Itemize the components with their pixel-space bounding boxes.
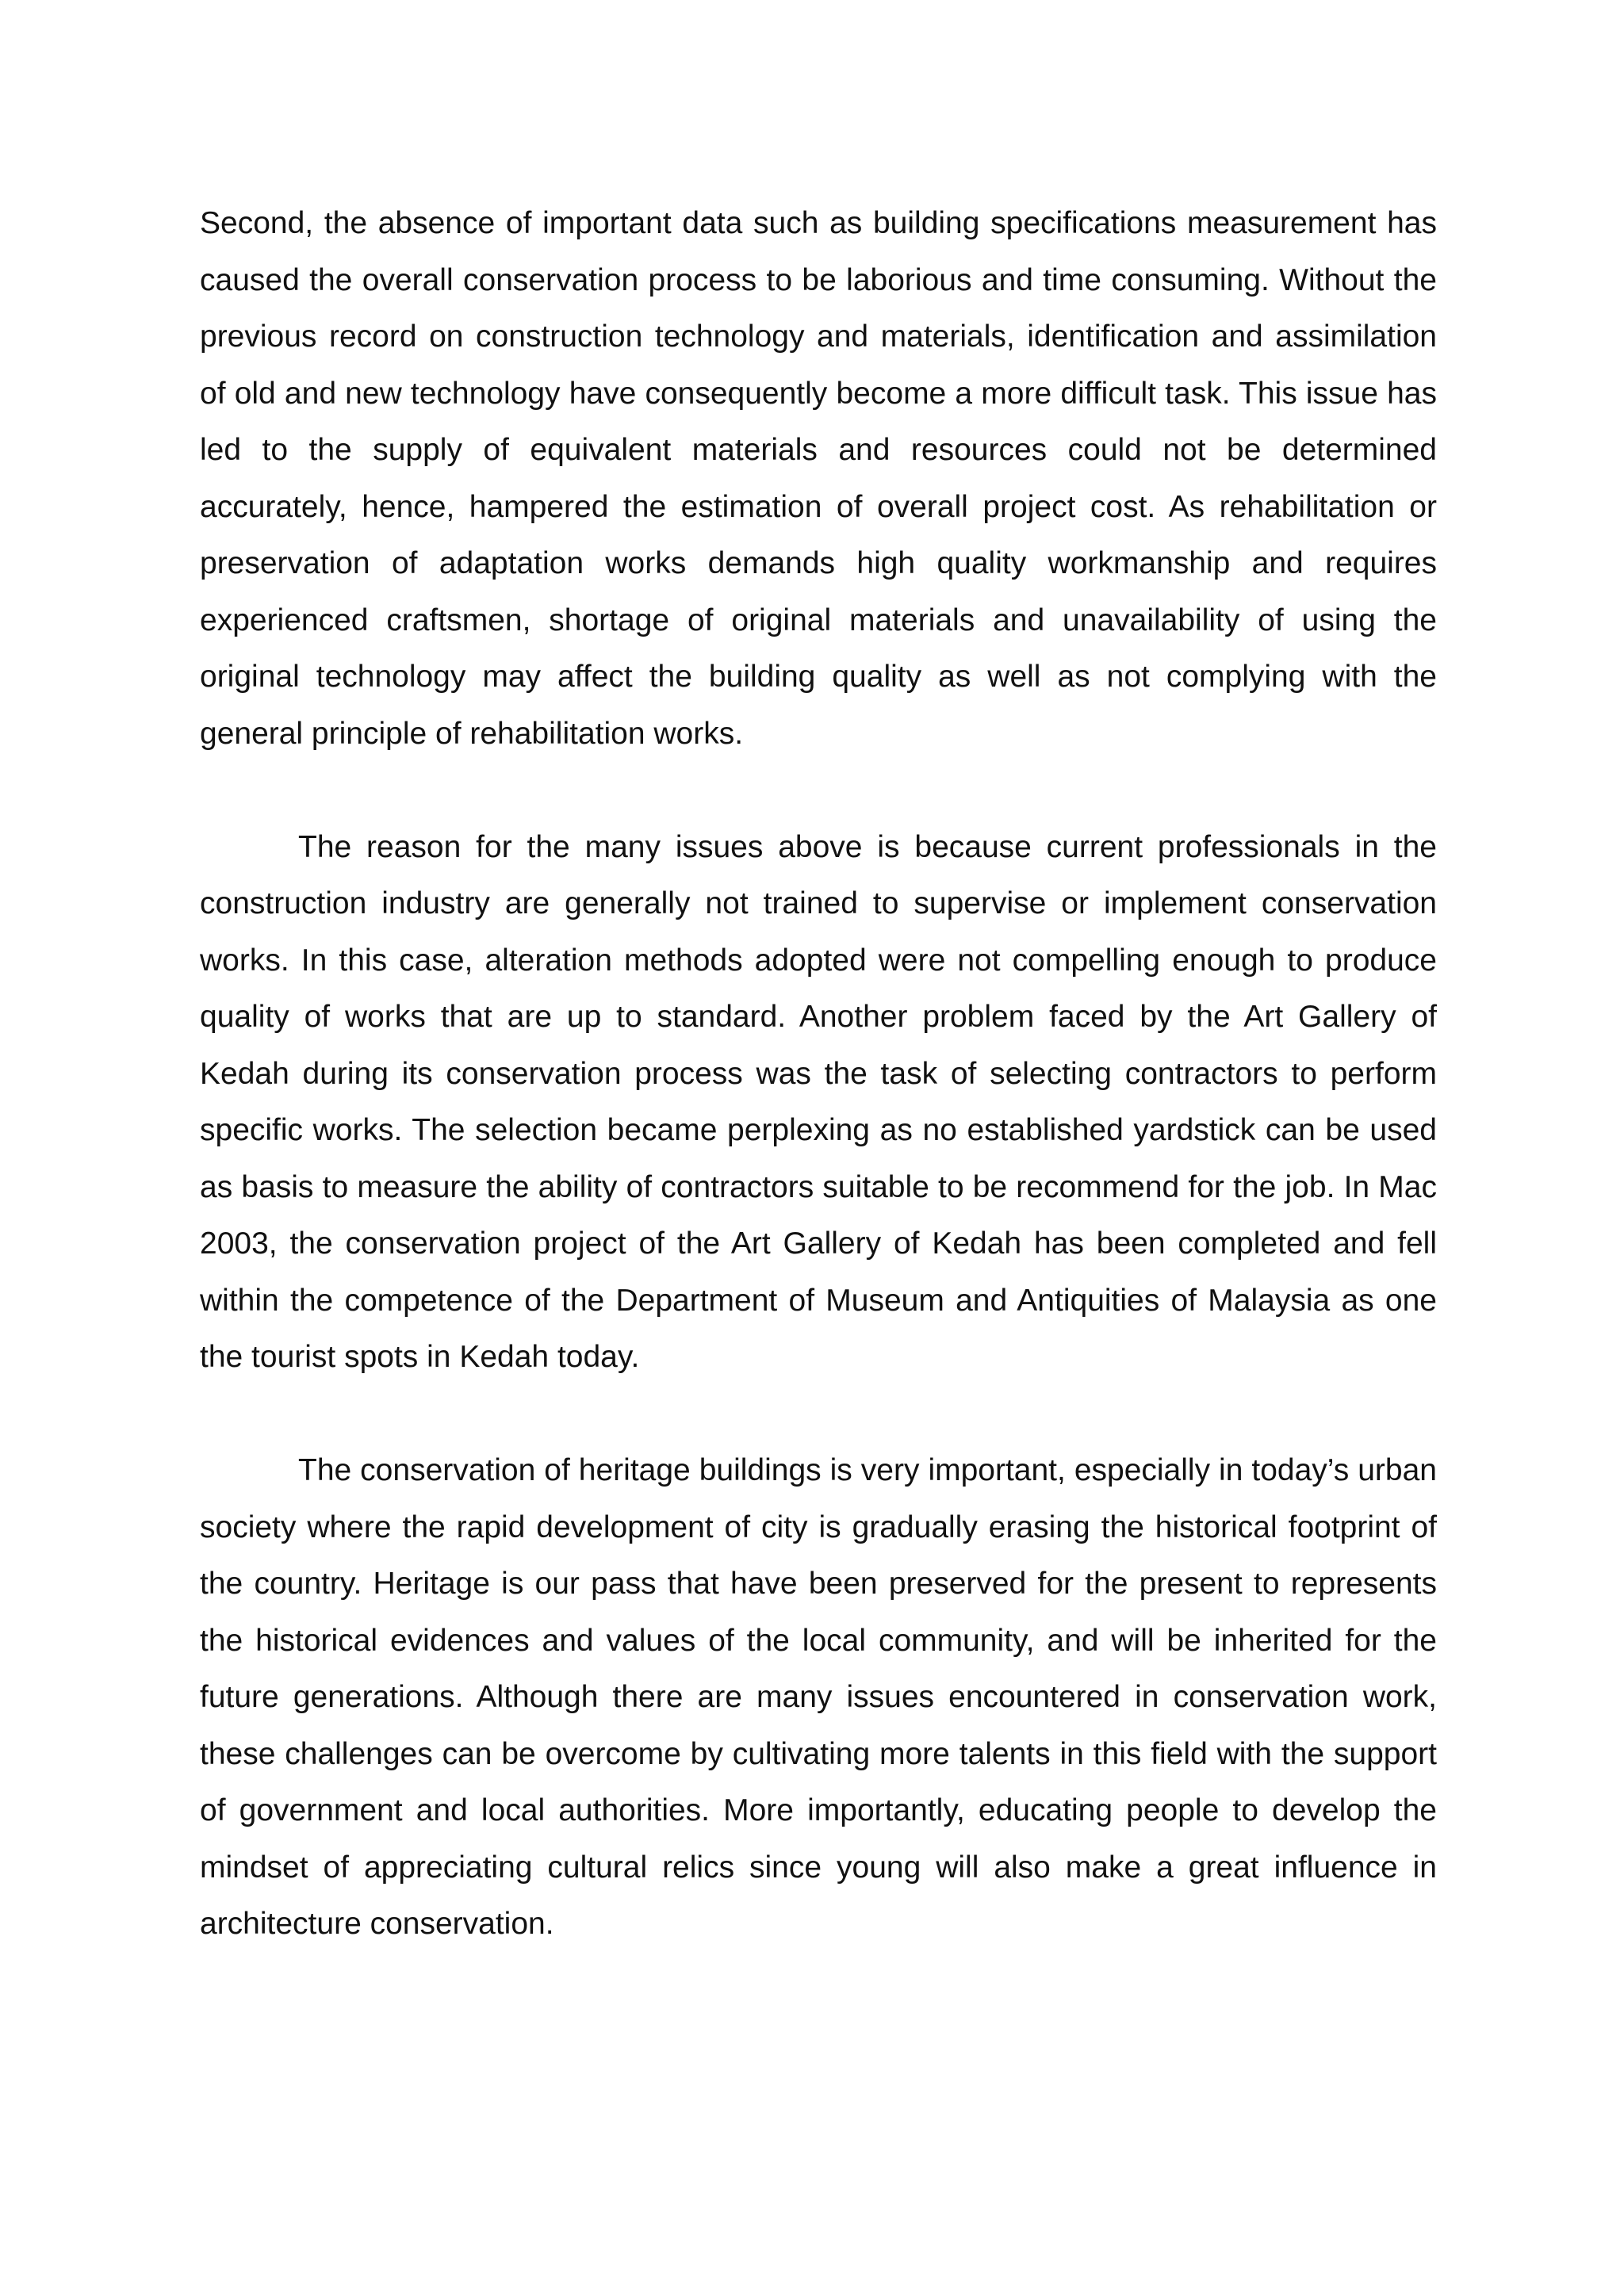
body-text	[200, 195, 1437, 1953]
paragraph-data-gaps: Second, the absence of important data such as building specifications measurement has caused the overall conservation process to be laborious and time consuming. Without the previous record on construction technology and materials, identification and assimilation of old and new technology have consequently become a more difficult task. This issue has led to the supply of equivalent materials and resources could not be determined accurately, hence, hampered the estimation of overall project cost. As rehabilitation or preservation of adaptation works demands high quality workmanship and requires experienced craftsmen, shortage of original materials and unavailability of using the original technology may affect the building quality as well as not complying with the general principle of rehabilitation works.	[200, 206, 1437, 751]
paragraph-heritage-importance: The conservation of heritage buildings is very important, especially in today’s urban society where the rapid development of city is gradually erasing the historical footprint of the country. Heritage is our pass that have been preserved for the present to represents the historical evidences and values of the local community, and will be inherited for the future generations. Although there are many issues encountered in conservation work, these challenges can be overcome by cultivating more talents in this field with the support of government and local authorities. More importantly, educating people to develop the mindset of appreciating cultural relics since young will also make a great influence in architecture conservation.	[200, 1453, 1437, 1941]
paragraph-professional-issues: The reason for the many issues above is because current professionals in the construction industry are generally not trained to supervise or implement conservation works. In this case, alteration methods adopted were not compelling enough to produce quality of works that are up to standard. Another problem faced by the Art Gallery of Kedah during its conservation process was the task of selecting contractors to perform specific works. The selection became perplexing as no established yardstick can be used as basis to measure the ability of contractors suitable to be recommend for the job. In Mac 2003, the conservation project of the Art Gallery of Kedah has been completed and fell within the competence of the Department of Museum and Antiquities of Malaysia as one the tourist spots in Kedah today.	[200, 829, 1437, 1374]
